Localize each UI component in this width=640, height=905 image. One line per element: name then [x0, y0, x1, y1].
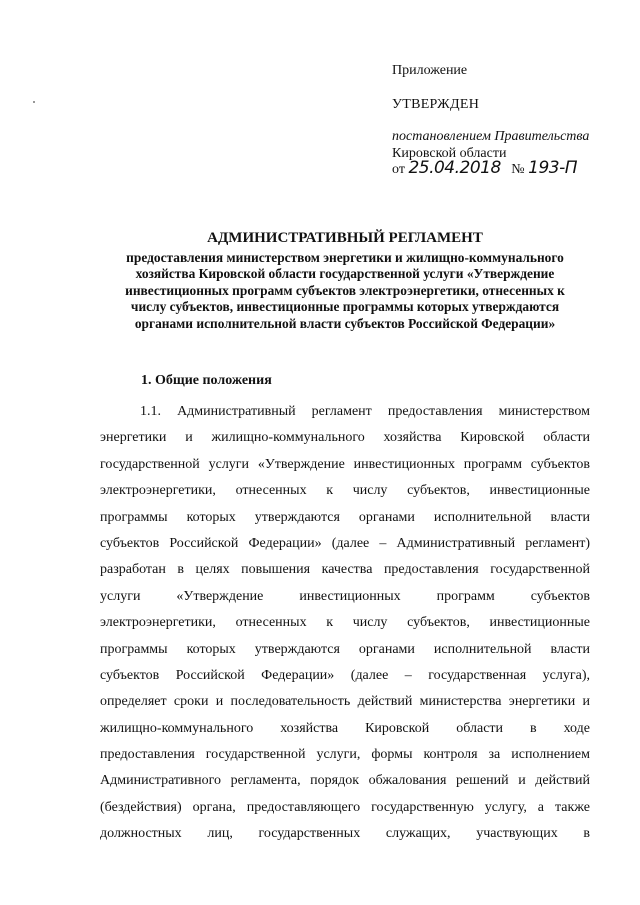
appendix-label: Приложение [392, 63, 468, 78]
scan-speck [33, 101, 35, 103]
decree-date-number [392, 158, 577, 180]
subtitle-line: числу субъектов, инвестиционные программы которых утверждаются [130, 299, 560, 315]
handwritten-number: 193-П [528, 158, 578, 178]
body-line: услуги «Утверждение инвестиционных программ субъектов [100, 588, 590, 604]
subtitle-line: органами исполнительной власти субъектов Российской Федерации» [134, 315, 556, 331]
document-title: АДМИНИСТРАТИВНЫЙ РЕГЛАМЕНТ [207, 230, 483, 246]
handwritten-date: 25.04.2018 [408, 158, 501, 178]
decree-line-2: Кировской области [392, 146, 507, 161]
body-line: 1.1. Административный регламент предоставления министерством [140, 404, 590, 419]
document-subtitle [100, 250, 590, 332]
from-label: от [392, 162, 405, 177]
body-line: жилищно-коммунального хозяйства Кировской области в ходе [100, 720, 590, 736]
subtitle-line: предоставления министерством энергетики и жилищно-коммунального [126, 250, 564, 265]
subtitle-line: хозяйства Кировской области государственной услуги «Утверждение [135, 266, 555, 282]
body-text [100, 399, 590, 848]
body-line: программы которых утверждаются органами исполнительной власти [100, 509, 590, 525]
body-line: (бездействия) органа, предоставляющего государственную услугу, а также [100, 799, 590, 815]
approved-label: УТВЕРЖДЕН [392, 97, 480, 112]
body-line: субъектов Российской Федерации» (далее – Административный регламент) [100, 535, 590, 551]
decree-block [392, 128, 589, 162]
body-line: программы которых утверждаются органами исполнительной власти [100, 641, 590, 657]
body-line: энергетики и жилищно-коммунального хозяйства Кировской области [100, 430, 590, 446]
body-line: предоставления государственной услуги, формы контроля за исполнением [100, 747, 590, 763]
body-line: субъектов Российской Федерации» (далее – государственная услуга), [100, 667, 590, 683]
number-label: № [511, 162, 525, 177]
body-line: электроэнергетики, отнесенных к числу субъектов, инвестиционные [100, 483, 590, 499]
body-line: электроэнергетики, отнесенных к числу субъектов, инвестиционные [100, 615, 590, 631]
body-line: должностных лиц, государственных служащих, участвующих в [100, 826, 590, 842]
decree-line-1: постановлением Правительства [392, 129, 590, 144]
body-line: разработан в целях повышения качества предоставления государственной [100, 562, 590, 578]
body-line: государственной услуги «Утверждение инвестиционных программ субъектов [100, 456, 590, 472]
subtitle-line: инвестиционных программ субъектов электроэнергетики, отнесенных к [125, 282, 565, 298]
body-line: определяет сроки и последовательность действий министерства энергетики и [100, 694, 590, 710]
body-line: Административного регламента, порядок обжалования решений и действий [100, 773, 590, 789]
section-heading: 1. Общие положения [141, 373, 272, 388]
